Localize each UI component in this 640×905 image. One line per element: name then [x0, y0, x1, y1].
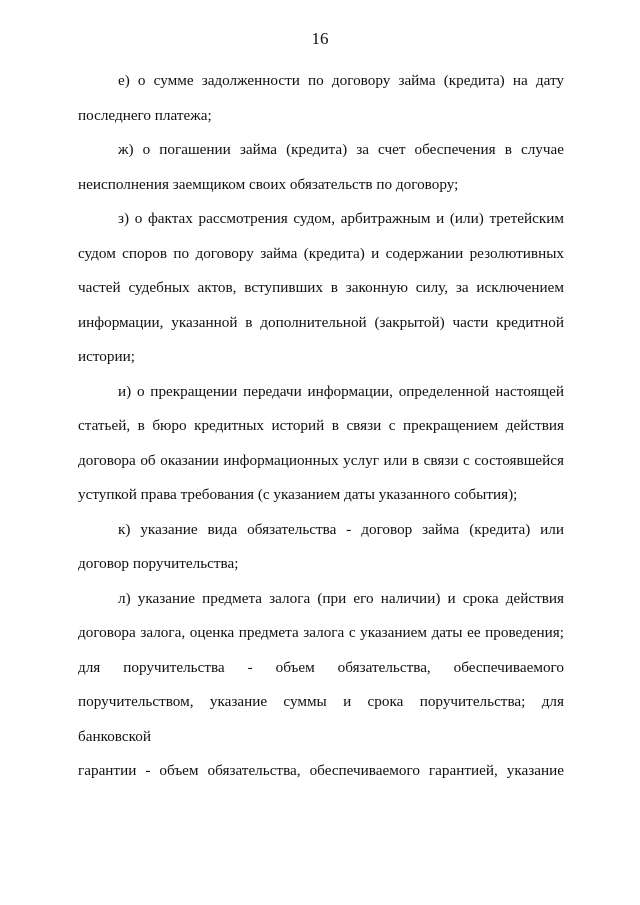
text-line: неисполнения заемщиком своих обязательств по договору; [78, 175, 459, 193]
paragraph-e [78, 64, 564, 133]
text-line: поручительством, указание суммы и срока поручительства; для банковской [78, 693, 564, 745]
text-line: з) о фактах рассмотрения судом, арбитражным и (или) третейским [118, 210, 564, 227]
text-line: для поручительства - объем обязательства, обеспечиваемого [78, 658, 564, 676]
text-line: л) указание предмета залога (при его наличии) и срока действия [118, 589, 564, 607]
text-line: гарантии - объем обязательства, обеспечиваемого гарантией, указание [78, 762, 564, 779]
text-line: договор поручительства; [78, 555, 239, 572]
text-line: истории; [78, 348, 135, 365]
text-line: к) указание вида обязательства - договор займа (кредита) или [118, 520, 564, 538]
paragraph-zh [78, 133, 564, 202]
text-line: договора об оказании информационных услуг или в связи с состоявшейся [78, 451, 564, 469]
page-number: 16 [311, 29, 329, 48]
text-line: частей судебных актов, вступивших в законную силу, за исключением [78, 279, 564, 296]
document-body [78, 64, 564, 789]
text-line: информации, указанной в дополнительной (закрытой) части кредитной [78, 313, 564, 331]
paragraph-i [78, 375, 564, 513]
paragraph-k [78, 513, 564, 582]
text-line: и) о прекращении передачи информации, определенной настоящей [118, 382, 564, 400]
paragraph-z [78, 202, 564, 375]
text-line: судом споров по договору займа (кредита) и содержании резолютивных [78, 244, 564, 262]
text-line: ж) о погашении займа (кредита) за счет обеспечения в случае [118, 141, 564, 158]
paragraph-l [78, 582, 564, 789]
text-line: статьей, в бюро кредитных историй в связи с прекращением действия [78, 417, 564, 434]
text-line: договора залога, оценка предмета залога с указанием даты ее проведения; [78, 624, 564, 641]
text-line: е) о сумме задолженности по договору займа (кредита) на дату [118, 72, 564, 89]
text-line: последнего платежа; [78, 106, 212, 124]
text-line: уступкой права требования (с указанием даты указанного события); [78, 486, 518, 503]
